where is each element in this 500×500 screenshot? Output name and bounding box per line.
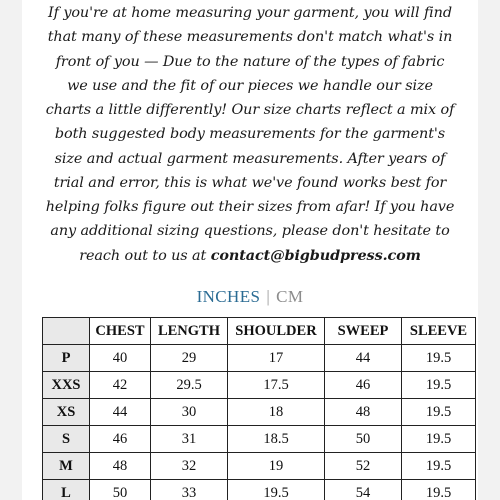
size-label: P — [43, 345, 90, 372]
column-header-chest: CHEST — [90, 318, 151, 345]
unit-cm-tab[interactable]: CM — [276, 287, 304, 306]
length-cell: 31 — [151, 426, 228, 453]
length-cell: 29.5 — [151, 372, 228, 399]
size-label: L — [43, 480, 90, 500]
sweep-cell: 46 — [325, 372, 402, 399]
table-row — [43, 372, 476, 399]
sleeve-cell: 19.5 — [402, 372, 476, 399]
intro-line: trial and error, this is what we've found works best for — [53, 174, 447, 191]
chest-cell: 40 — [90, 345, 151, 372]
sleeve-cell: 19.5 — [402, 480, 476, 500]
table-header-row — [43, 318, 476, 345]
shoulder-cell: 18 — [228, 399, 325, 426]
chest-cell: 46 — [90, 426, 151, 453]
sleeve-cell: 19.5 — [402, 426, 476, 453]
intro-line: charts a little differently! Our size charts reflect a mix of — [45, 102, 455, 118]
table-row — [43, 426, 476, 453]
length-cell: 29 — [151, 345, 228, 372]
intro-line: that many of these measurements don't match what's in — [47, 29, 453, 46]
shoulder-cell: 17 — [228, 345, 325, 372]
unit-separator: | — [266, 287, 271, 306]
shoulder-cell: 17.5 — [228, 372, 325, 399]
table-row — [43, 453, 476, 480]
unit-toggle — [22, 287, 478, 307]
content-card — [22, 0, 478, 500]
sweep-cell: 52 — [325, 453, 402, 480]
sleeve-cell: 19.5 — [402, 453, 476, 480]
chest-cell: 44 — [90, 399, 151, 426]
column-header-sleeve: SLEEVE — [402, 318, 476, 345]
size-chart-table — [42, 317, 476, 500]
contact-email-link[interactable]: contact@bigbudpress.com — [210, 246, 421, 264]
shoulder-cell: 19.5 — [228, 480, 325, 500]
intro-line: any additional sizing questions, please don't hesitate to — [50, 223, 450, 240]
shoulder-cell: 18.5 — [228, 426, 325, 453]
sweep-cell: 44 — [325, 345, 402, 372]
chest-cell: 42 — [90, 372, 151, 399]
length-cell: 32 — [151, 453, 228, 480]
size-label: XS — [43, 399, 90, 426]
sweep-cell: 48 — [325, 399, 402, 426]
chest-cell: 50 — [90, 480, 151, 500]
chest-cell: 48 — [90, 453, 151, 480]
size-label: XXS — [43, 372, 90, 399]
unit-inches-tab[interactable]: INCHES — [196, 287, 261, 306]
table-row — [43, 480, 476, 500]
intro-line: helping folks figure out their sizes from afar! If you have — [45, 199, 455, 215]
column-header-sweep: SWEEP — [325, 318, 402, 345]
table-row — [43, 345, 476, 372]
sizing-intro-paragraph — [22, 1, 478, 268]
shoulder-cell: 19 — [228, 453, 325, 480]
length-cell: 33 — [151, 480, 228, 500]
sleeve-cell: 19.5 — [402, 399, 476, 426]
sweep-cell: 54 — [325, 480, 402, 500]
size-column-header — [43, 318, 90, 345]
column-header-length: LENGTH — [151, 318, 228, 345]
length-cell: 30 — [151, 399, 228, 426]
intro-line: If you're at home measuring your garment, you will find — [48, 5, 452, 21]
size-label: S — [43, 426, 90, 453]
size-label: M — [43, 453, 90, 480]
intro-line: both suggested body measurements for the garment's — [54, 126, 446, 143]
column-header-shoulder: SHOULDER — [228, 318, 325, 345]
table-row — [43, 399, 476, 426]
intro-line: front of you — Due to the nature of the types of fabric — [55, 53, 445, 70]
intro-line: reach out to us at — [79, 247, 211, 264]
sweep-cell: 50 — [325, 426, 402, 453]
intro-line: we use and the fit of our pieces we handle our size — [67, 77, 433, 94]
sleeve-cell: 19.5 — [402, 345, 476, 372]
intro-line: size and actual garment measurements. After years of — [54, 150, 446, 167]
